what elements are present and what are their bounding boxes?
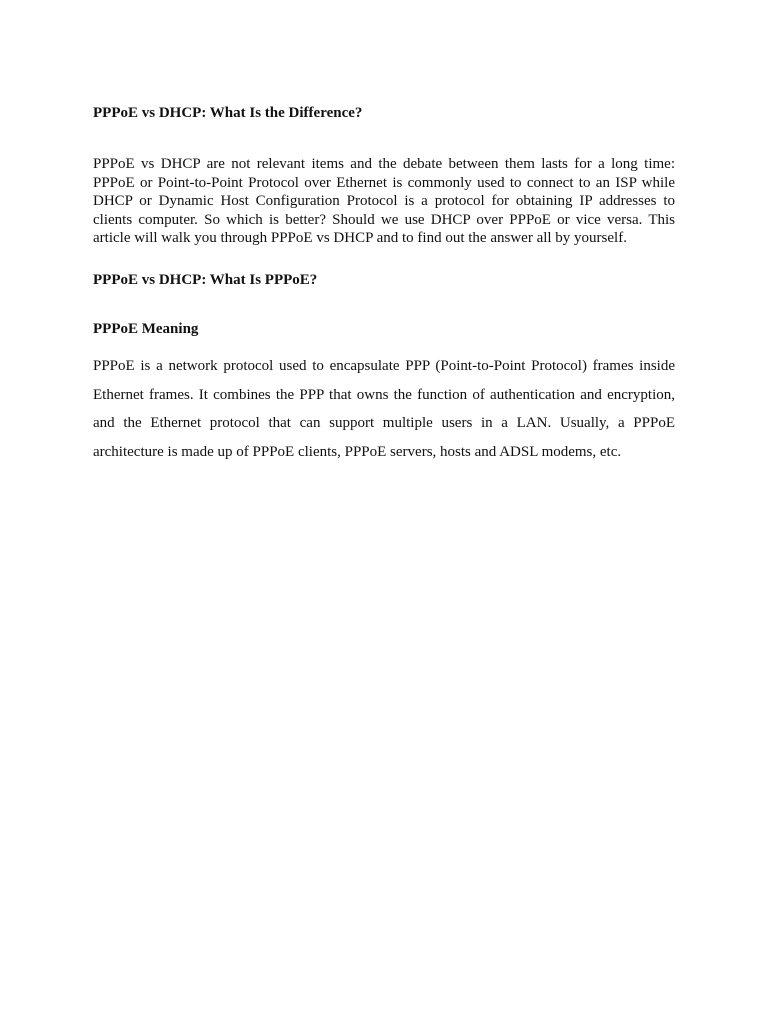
section-heading: PPPoE vs DHCP: What Is PPPoE? bbox=[93, 272, 318, 288]
meaning-paragraph: PPPoE is a network protocol used to encapsulate PPP (Point-to-Point Protocol) frames inside Ethernet frames. It combines the PPP that owns the function of authentication and encryption, and the Ethernet protocol that can support multiple users in a LAN. Usually, a PPPoE architecture is made up of PPPoE clients, PPPoE servers, hosts and ADSL modems, etc. bbox=[93, 358, 675, 460]
document-title: PPPoE vs DHCP: What Is the Difference? bbox=[93, 105, 363, 121]
subheading: PPPoE Meaning bbox=[93, 321, 199, 337]
intro-paragraph: PPPoE vs DHCP are not relevant items and the debate between them lasts for a long time: PPPoE or Point-to-Point Protocol over Ethernet is commonly used to connect to an ISP while DHCP or Dynamic Host Configuration Protocol is a protocol for obtaining IP addresses to clients computer. So which is better? Should we use DHCP over PPPoE or vice versa. This article will walk you through PPPoE vs DHCP and to find out the answer all by yourself. bbox=[93, 156, 675, 246]
